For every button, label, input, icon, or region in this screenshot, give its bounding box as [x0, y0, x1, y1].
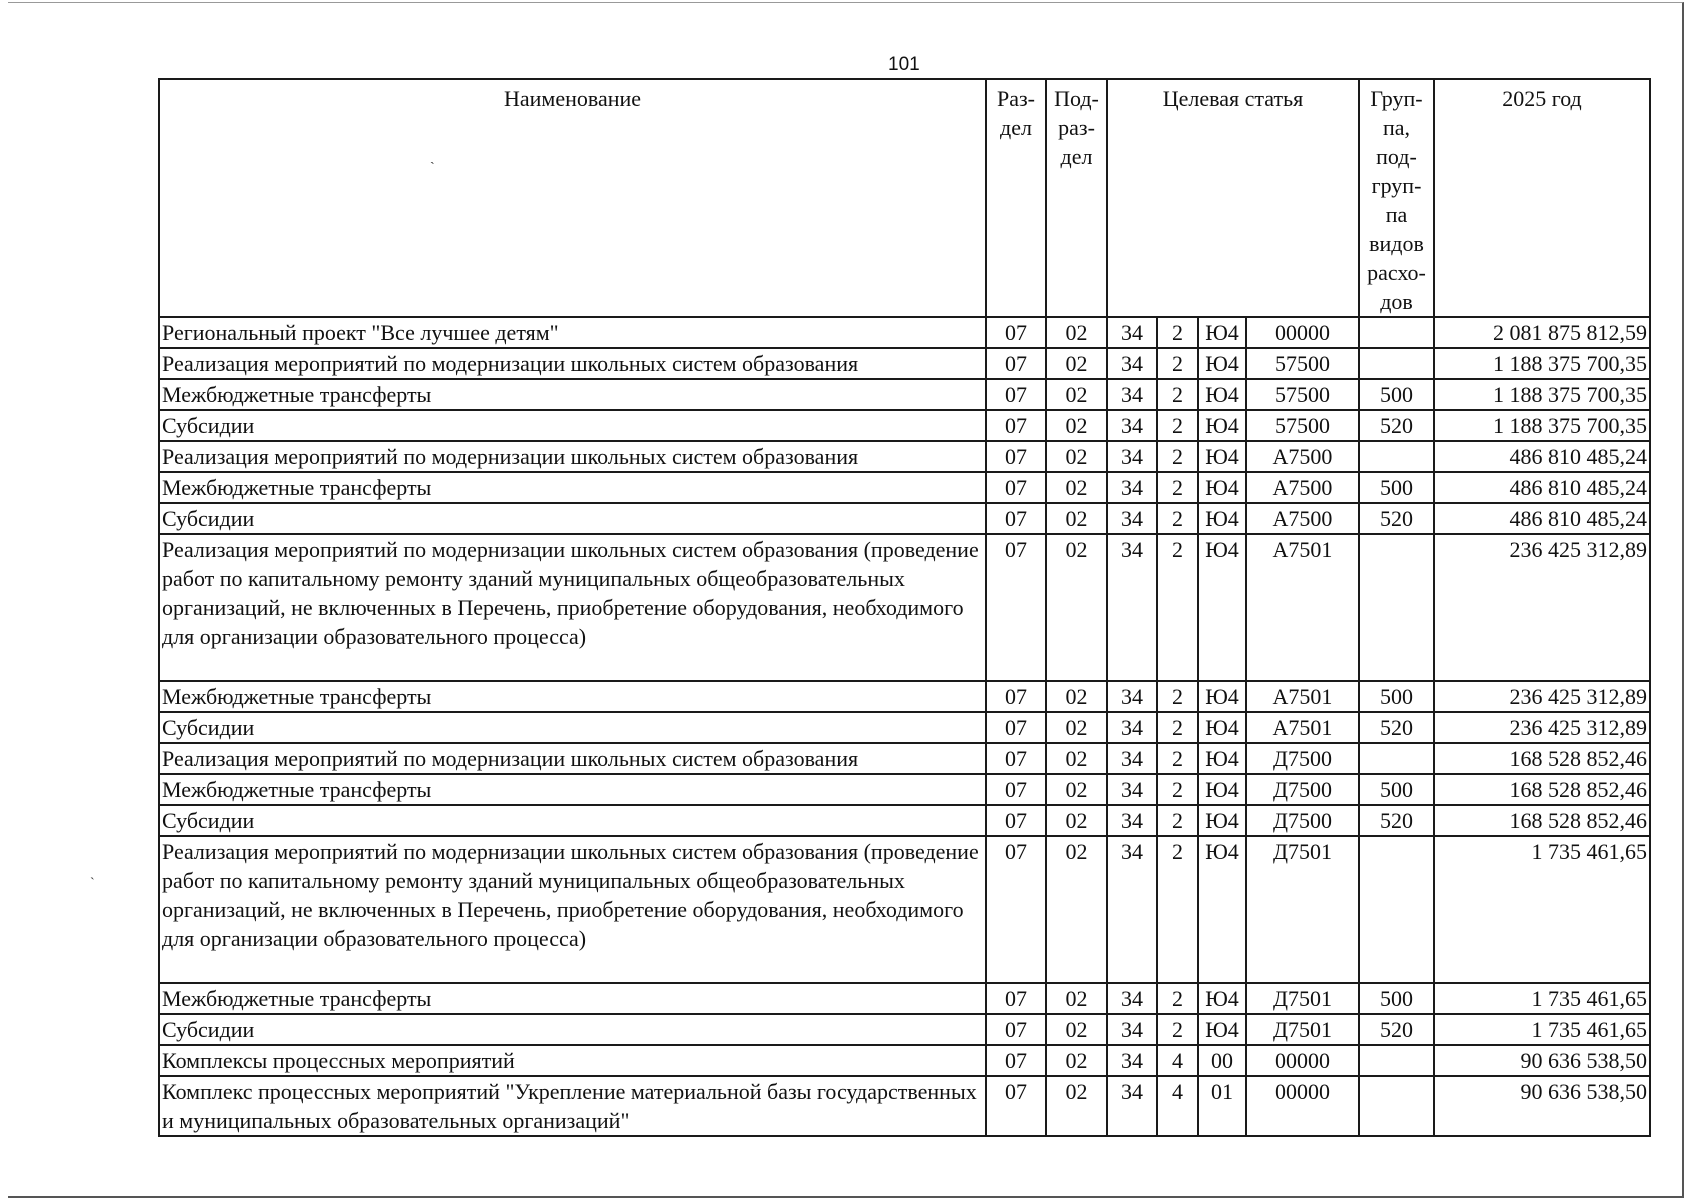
cell-cs2: 2 — [1157, 743, 1198, 774]
table-row — [159, 534, 1650, 681]
cell-cs3: Ю4 — [1198, 379, 1246, 410]
cell-amount: 90 636 538,50 — [1434, 1076, 1650, 1136]
cell-cs4: 57500 — [1246, 379, 1359, 410]
header-podrazdel-word: раз- — [1058, 115, 1095, 140]
cell-cs2: 4 — [1157, 1076, 1198, 1136]
cell-cs1: 34 — [1107, 534, 1157, 681]
cell-cs2: 2 — [1157, 805, 1198, 836]
cell-razdel: 07 — [986, 1076, 1046, 1136]
table-row — [159, 379, 1650, 410]
cell-podrazdel: 02 — [1046, 317, 1107, 348]
budget-table — [158, 78, 1651, 1137]
cell-group: 500 — [1359, 379, 1434, 410]
header-group-word: расхо- — [1367, 260, 1426, 285]
cell-cs4: А7501 — [1246, 534, 1359, 681]
table-row — [159, 1045, 1650, 1076]
cell-cs3: 01 — [1198, 1076, 1246, 1136]
cell-amount: 1 188 375 700,35 — [1434, 348, 1650, 379]
cell-amount: 1 735 461,65 — [1434, 836, 1650, 983]
cell-cs2: 2 — [1157, 472, 1198, 503]
cell-cs2: 2 — [1157, 441, 1198, 472]
cell-razdel: 07 — [986, 379, 1046, 410]
cell-amount: 1 735 461,65 — [1434, 1014, 1650, 1045]
cell-cs3: Ю4 — [1198, 1014, 1246, 1045]
cell-razdel: 07 — [986, 503, 1046, 534]
header-podrazdel — [1046, 79, 1107, 317]
header-group-word: груп- — [1371, 173, 1422, 198]
cell-razdel: 07 — [986, 774, 1046, 805]
cell-amount: 90 636 538,50 — [1434, 1045, 1650, 1076]
cell-podrazdel: 02 — [1046, 441, 1107, 472]
header-group-word: под- — [1376, 144, 1417, 169]
cell-cs2: 2 — [1157, 410, 1198, 441]
cell-group: 500 — [1359, 472, 1434, 503]
table-row — [159, 983, 1650, 1014]
cell-group — [1359, 534, 1434, 681]
cell-razdel: 07 — [986, 743, 1046, 774]
cell-name: Межбюджетные трансферты — [159, 681, 986, 712]
cell-podrazdel: 02 — [1046, 681, 1107, 712]
cell-group: 520 — [1359, 712, 1434, 743]
header-name: Наименование — [159, 79, 986, 317]
table-row — [159, 317, 1650, 348]
header-razdel — [986, 79, 1046, 317]
cell-razdel: 07 — [986, 317, 1046, 348]
cell-cs3: Ю4 — [1198, 836, 1246, 983]
cell-cs3: Ю4 — [1198, 534, 1246, 681]
cell-cs2: 2 — [1157, 503, 1198, 534]
table-row — [159, 472, 1650, 503]
cell-amount: 486 810 485,24 — [1434, 472, 1650, 503]
cell-group — [1359, 743, 1434, 774]
header-group-word: Груп- — [1370, 86, 1423, 111]
table-body — [159, 317, 1650, 1136]
cell-podrazdel: 02 — [1046, 805, 1107, 836]
table-row — [159, 836, 1650, 983]
cell-razdel: 07 — [986, 681, 1046, 712]
cell-name: Реализация мероприятий по модернизации школьных систем образования — [159, 441, 986, 472]
table-row — [159, 774, 1650, 805]
cell-podrazdel: 02 — [1046, 743, 1107, 774]
cell-podrazdel: 02 — [1046, 1076, 1107, 1136]
cell-cs4: Д7501 — [1246, 836, 1359, 983]
table-header-row — [159, 79, 1650, 317]
cell-cs2: 2 — [1157, 1014, 1198, 1045]
cell-podrazdel: 02 — [1046, 472, 1107, 503]
cell-cs2: 4 — [1157, 1045, 1198, 1076]
cell-razdel: 07 — [986, 805, 1046, 836]
table-row — [159, 712, 1650, 743]
cell-amount: 168 528 852,46 — [1434, 774, 1650, 805]
cell-name: Реализация мероприятий по модернизации школьных систем образования (проведение работ по капитальному ремонту зданий муниципальных общеобразовательных организаций, не включенных в Перечень, приобретение оборудования, необходимого для организации образовательного процесса) — [159, 534, 986, 681]
cell-cs2: 2 — [1157, 534, 1198, 681]
cell-cs2: 2 — [1157, 712, 1198, 743]
cell-name: Комплекс процессных мероприятий "Укрепление материальной базы государственных и муниципальных образовательных организаций" — [159, 1076, 986, 1136]
cell-cs2: 2 — [1157, 774, 1198, 805]
cell-cs3: Ю4 — [1198, 348, 1246, 379]
scan-speck: ˎ — [430, 150, 435, 165]
cell-cs1: 34 — [1107, 805, 1157, 836]
cell-name: Субсидии — [159, 503, 986, 534]
cell-group: 520 — [1359, 1014, 1434, 1045]
cell-cs4: А7501 — [1246, 681, 1359, 712]
cell-name: Реализация мероприятий по модернизации школьных систем образования — [159, 348, 986, 379]
cell-podrazdel: 02 — [1046, 503, 1107, 534]
cell-name: Субсидии — [159, 805, 986, 836]
cell-cs4: 00000 — [1246, 1076, 1359, 1136]
cell-cs1: 34 — [1107, 681, 1157, 712]
cell-cs1: 34 — [1107, 712, 1157, 743]
table-row — [159, 1014, 1650, 1045]
cell-razdel: 07 — [986, 472, 1046, 503]
cell-cs1: 34 — [1107, 410, 1157, 441]
cell-amount: 236 425 312,89 — [1434, 712, 1650, 743]
cell-amount: 168 528 852,46 — [1434, 805, 1650, 836]
cell-cs2: 2 — [1157, 983, 1198, 1014]
cell-podrazdel: 02 — [1046, 983, 1107, 1014]
cell-cs3: Ю4 — [1198, 681, 1246, 712]
table-row — [159, 410, 1650, 441]
cell-razdel: 07 — [986, 534, 1046, 681]
cell-cs4: Д7501 — [1246, 983, 1359, 1014]
header-razdel-word: Раз- — [996, 86, 1036, 111]
cell-razdel: 07 — [986, 836, 1046, 983]
cell-group: 500 — [1359, 774, 1434, 805]
cell-razdel: 07 — [986, 983, 1046, 1014]
cell-amount: 1 735 461,65 — [1434, 983, 1650, 1014]
cell-podrazdel: 02 — [1046, 1014, 1107, 1045]
cell-razdel: 07 — [986, 348, 1046, 379]
cell-name: Реализация мероприятий по модернизации школьных систем образования (проведение работ по капитальному ремонту зданий муниципальных общеобразовательных организаций, не включенных в Перечень, приобретение оборудования, необходимого для организации образовательного процесса) — [159, 836, 986, 983]
header-razdel-word: дел — [1000, 115, 1032, 140]
cell-cs4: А7501 — [1246, 712, 1359, 743]
cell-cs1: 34 — [1107, 348, 1157, 379]
cell-name: Субсидии — [159, 712, 986, 743]
cell-group — [1359, 1045, 1434, 1076]
cell-razdel: 07 — [986, 1045, 1046, 1076]
cell-amount: 236 425 312,89 — [1434, 534, 1650, 681]
cell-cs3: Ю4 — [1198, 317, 1246, 348]
cell-podrazdel: 02 — [1046, 379, 1107, 410]
cell-razdel: 07 — [986, 1014, 1046, 1045]
cell-cs3: 00 — [1198, 1045, 1246, 1076]
cell-cs1: 34 — [1107, 441, 1157, 472]
cell-cs3: Ю4 — [1198, 983, 1246, 1014]
cell-cs2: 2 — [1157, 379, 1198, 410]
cell-podrazdel: 02 — [1046, 836, 1107, 983]
page-number: 101 — [888, 54, 920, 75]
cell-cs1: 34 — [1107, 983, 1157, 1014]
cell-podrazdel: 02 — [1046, 712, 1107, 743]
cell-name: Межбюджетные трансферты — [159, 379, 986, 410]
header-group — [1359, 79, 1434, 317]
cell-cs4: Д7500 — [1246, 774, 1359, 805]
cell-cs3: Ю4 — [1198, 472, 1246, 503]
cell-cs3: Ю4 — [1198, 503, 1246, 534]
header-podrazdel-word: Под- — [1054, 86, 1099, 111]
cell-cs4: А7500 — [1246, 441, 1359, 472]
header-podrazdel-word: дел — [1060, 144, 1093, 169]
cell-name: Комплексы процессных мероприятий — [159, 1045, 986, 1076]
cell-cs4: А7500 — [1246, 472, 1359, 503]
cell-group — [1359, 836, 1434, 983]
cell-group: 500 — [1359, 681, 1434, 712]
cell-group: 520 — [1359, 410, 1434, 441]
cell-cs1: 34 — [1107, 317, 1157, 348]
cell-amount: 1 188 375 700,35 — [1434, 379, 1650, 410]
cell-podrazdel: 02 — [1046, 410, 1107, 441]
cell-cs3: Ю4 — [1198, 774, 1246, 805]
header-group-word: па — [1385, 202, 1408, 227]
cell-cs1: 34 — [1107, 743, 1157, 774]
cell-cs4: 57500 — [1246, 410, 1359, 441]
cell-cs3: Ю4 — [1198, 743, 1246, 774]
cell-cs1: 34 — [1107, 1076, 1157, 1136]
cell-cs4: Д7500 — [1246, 805, 1359, 836]
cell-cs1: 34 — [1107, 1014, 1157, 1045]
cell-group — [1359, 317, 1434, 348]
cell-razdel: 07 — [986, 441, 1046, 472]
cell-cs1: 34 — [1107, 503, 1157, 534]
cell-cs3: Ю4 — [1198, 441, 1246, 472]
cell-group: 520 — [1359, 805, 1434, 836]
cell-cs2: 2 — [1157, 836, 1198, 983]
cell-group: 500 — [1359, 983, 1434, 1014]
scan-speck: ˋ — [90, 876, 95, 891]
cell-cs4: Д7501 — [1246, 1014, 1359, 1045]
cell-podrazdel: 02 — [1046, 774, 1107, 805]
table-row — [159, 805, 1650, 836]
cell-podrazdel: 02 — [1046, 348, 1107, 379]
cell-name: Субсидии — [159, 410, 986, 441]
cell-podrazdel: 02 — [1046, 1045, 1107, 1076]
cell-cs4: Д7500 — [1246, 743, 1359, 774]
cell-cs1: 34 — [1107, 836, 1157, 983]
cell-amount: 236 425 312,89 — [1434, 681, 1650, 712]
cell-name: Межбюджетные трансферты — [159, 774, 986, 805]
cell-cs1: 34 — [1107, 774, 1157, 805]
cell-cs2: 2 — [1157, 348, 1198, 379]
cell-cs3: Ю4 — [1198, 805, 1246, 836]
cell-cs4: 57500 — [1246, 348, 1359, 379]
cell-podrazdel: 02 — [1046, 534, 1107, 681]
cell-group: 520 — [1359, 503, 1434, 534]
table-row — [159, 743, 1650, 774]
cell-amount: 168 528 852,46 — [1434, 743, 1650, 774]
cell-amount: 2 081 875 812,59 — [1434, 317, 1650, 348]
cell-cs1: 34 — [1107, 472, 1157, 503]
cell-cs4: А7500 — [1246, 503, 1359, 534]
cell-razdel: 07 — [986, 410, 1046, 441]
header-group-word: дов — [1380, 289, 1413, 314]
cell-name: Межбюджетные трансферты — [159, 983, 986, 1014]
cell-cs2: 2 — [1157, 317, 1198, 348]
cell-cs4: 00000 — [1246, 1045, 1359, 1076]
cell-name: Межбюджетные трансферты — [159, 472, 986, 503]
cell-group — [1359, 1076, 1434, 1136]
table-row — [159, 1076, 1650, 1136]
cell-cs4: 00000 — [1246, 317, 1359, 348]
cell-cs1: 34 — [1107, 379, 1157, 410]
cell-amount: 486 810 485,24 — [1434, 441, 1650, 472]
cell-name: Реализация мероприятий по модернизации школьных систем образования — [159, 743, 986, 774]
cell-name: Региональный проект "Все лучшее детям" — [159, 317, 986, 348]
cell-cs1: 34 — [1107, 1045, 1157, 1076]
cell-cs3: Ю4 — [1198, 712, 1246, 743]
header-group-word: па, — [1382, 115, 1411, 140]
header-target-article: Целевая статья — [1107, 79, 1359, 317]
table-row — [159, 681, 1650, 712]
table-row — [159, 503, 1650, 534]
header-year: 2025 год — [1434, 79, 1650, 317]
table-row — [159, 441, 1650, 472]
cell-name: Субсидии — [159, 1014, 986, 1045]
header-group-word: видов — [1369, 231, 1424, 256]
table-row — [159, 348, 1650, 379]
cell-cs3: Ю4 — [1198, 410, 1246, 441]
cell-group — [1359, 441, 1434, 472]
cell-razdel: 07 — [986, 712, 1046, 743]
cell-amount: 1 188 375 700,35 — [1434, 410, 1650, 441]
cell-group — [1359, 348, 1434, 379]
cell-cs2: 2 — [1157, 681, 1198, 712]
cell-amount: 486 810 485,24 — [1434, 503, 1650, 534]
